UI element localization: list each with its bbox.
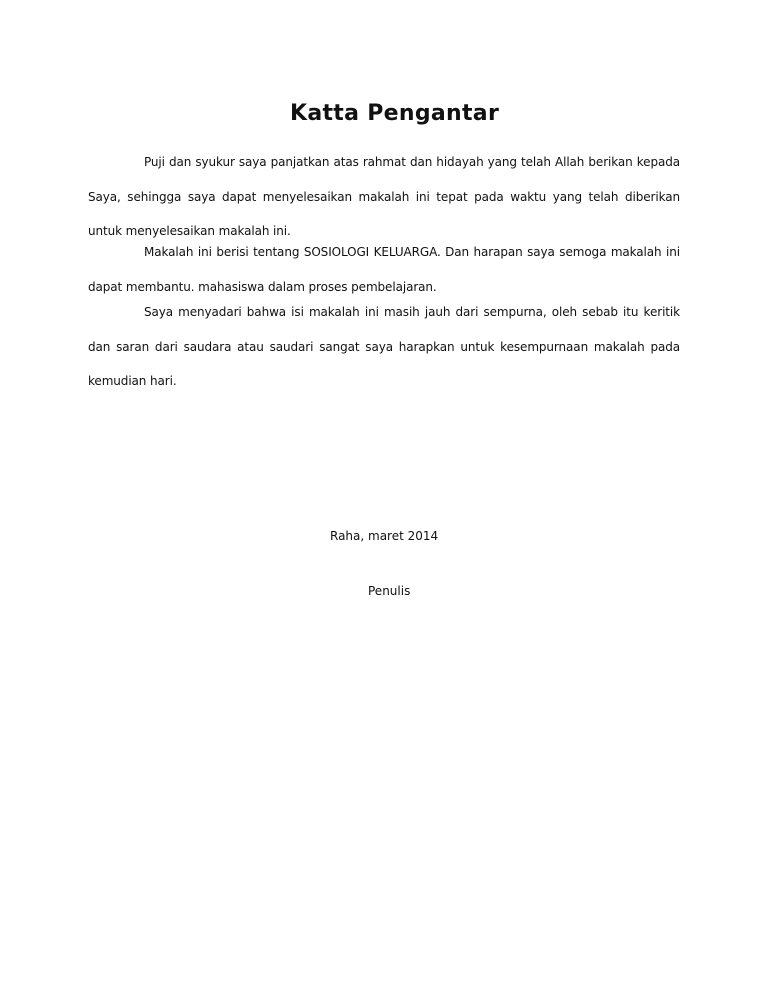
paragraph-topic: Makalah ini berisi tentang SOSIOLOGI KELUARGA. Dan harapan saya semoga makalah ini dapat membantu. mahasiswa dalam proses pembelajaran. xyxy=(88,245,680,294)
paragraph-closing: Saya menyadari bahwa isi makalah ini masih jauh dari sempurna, oleh sebab itu keritik dan saran dari saudara atau saudari sangat saya harapkan untuk kesempurnaan makalah pada kemudian hari. xyxy=(88,305,680,388)
page-title: Katta Pengantar xyxy=(290,101,500,126)
paragraph-opening: Puji dan syukur saya panjatkan atas rahmat dan hidayah yang telah Allah berikan kepada Saya, sehingga saya dapat menyelesaikan makalah ini tepat pada waktu yang telah diberikan untuk menyelesaikan makalah ini. xyxy=(88,155,680,238)
signature-role: Penulis xyxy=(368,584,411,598)
signature-place-date: Raha, maret 2014 xyxy=(330,529,439,543)
